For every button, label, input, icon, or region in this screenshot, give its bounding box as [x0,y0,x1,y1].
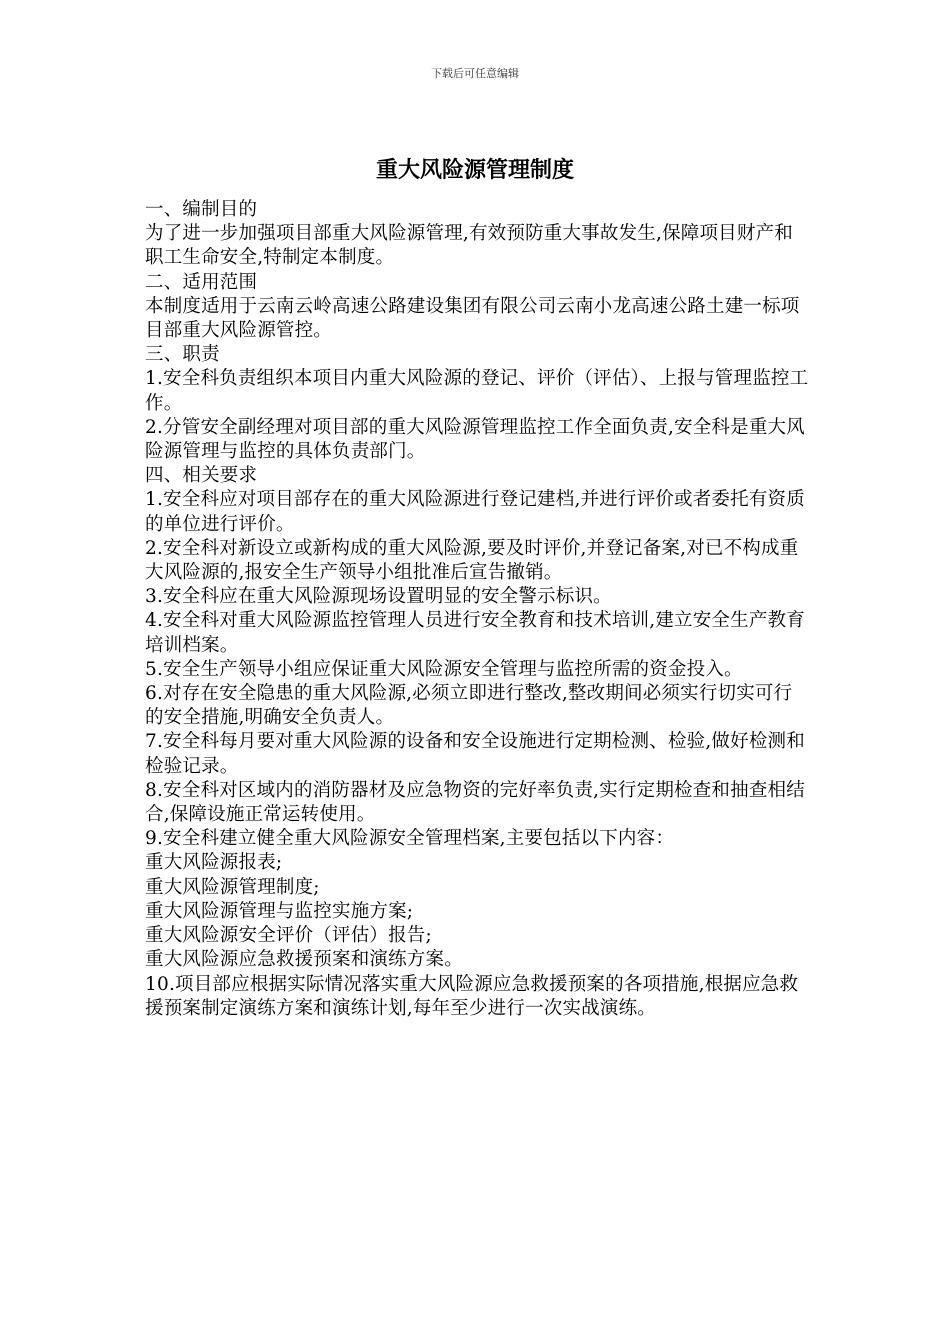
document-body [145,198,810,1021]
document-title: 重大风险源管理制度 [375,157,574,183]
list-item: 重大风险源报表; [145,852,283,874]
list-item: 重大风险源管理制度; [145,876,320,898]
section-heading-purpose: 一、编制目的 [145,199,258,220]
list-item: 重大风险源应急救援预案和演练方案。 [145,949,463,971]
section-heading-scope: 二、适用范围 [145,271,258,293]
paragraph: 5.安全生产领导小组应保证重大风险源安全管理与监控所需的资金投入。 [145,658,743,680]
paragraph: 2.安全科对新设立或新构成的重大风险源,要及时评价,并登记备案,对已不构成重大风险源的,报安全生产领导小组批准后宣告撤销。 [145,537,799,584]
paragraph: 为了进一步加强项目部重大风险源管理,有效预防重大事故发生,保障项目财产和职工生命安全,特制定本制度。 [145,223,793,269]
paragraph: 1.安全科负责组织本项目内重大风险源的登记、评价（评估）、上报与管理监控工作。 [145,368,809,414]
section-heading-requirements: 四、相关要求 [145,465,258,487]
paragraph: 4.安全科对重大风险源监控管理人员进行安全教育和技术培训,建立安全生产教育培训档案。 [145,610,805,656]
header-note: 下载后可任意编辑 [431,67,519,80]
paragraph: 8.安全科对区域内的消防器材及应急物资的完好率负责,实行定期检查和抽查相结合,保障设施正常运转使用。 [145,779,805,826]
paragraph: 6.对存在安全隐患的重大风险源,必须立即进行整改,整改期间必须实行切实可行的安全措施,明确安全负责人。 [145,683,793,729]
paragraph: 10.项目部应根据实际情况落实重大风险源应急救援预案的各项措施,根据应急救援预案制定演练方案和演练计划,每年至少进行一次实战演练。 [145,973,799,1019]
list-item: 重大风险源安全评价（评估）报告; [145,925,432,947]
paragraph: 3.安全科应在重大风险源现场设置明显的安全警示标识。 [145,586,612,608]
paragraph: 2.分管安全副经理对项目部的重大风险源管理监控工作全面负责,安全科是重大风险源管理与监控的具体负责部门。 [145,416,805,463]
paragraph: 7.安全科每月要对重大风险源的设备和安全设施进行定期检测、检验,做好检测和检验记录。 [145,731,805,777]
paragraph: 1.安全科应对项目部存在的重大风险源进行登记建档,并进行评价或者委托有资质的单位进行评价。 [145,489,805,535]
section-heading-duties: 三、职责 [145,344,220,366]
paragraph: 9.安全科建立健全重大风险源安全管理档案,主要包括以下内容： [145,828,675,850]
list-item: 重大风险源管理与监控实施方案; [145,900,414,922]
paragraph: 本制度适用于云南云岭高速公路建设集团有限公司云南小龙高速公路土建一标项目部重大风险源管控。 [145,295,800,342]
